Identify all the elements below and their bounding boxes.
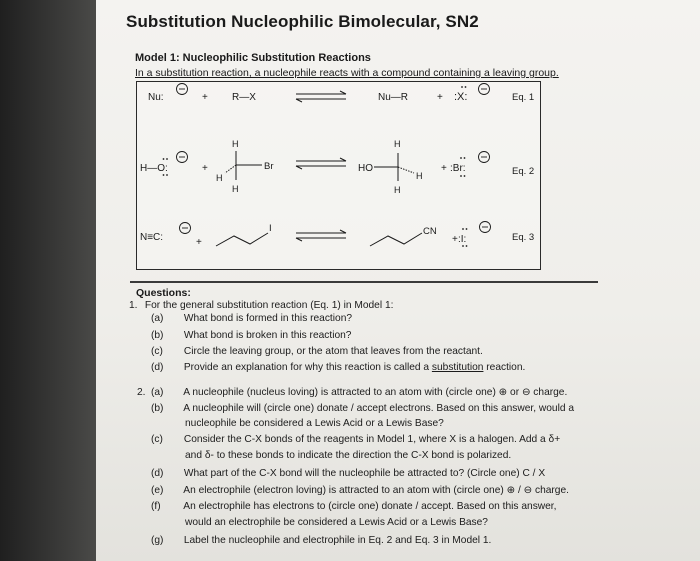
question-2c-cont [185, 450, 511, 462]
question-text: What bond is formed in this reaction? [183, 313, 353, 324]
eq3-iodine: I [269, 223, 272, 234]
question-text: and δ- to these bonds to indicate the direction the C-X bond is polarized. [185, 450, 512, 461]
question-text: reaction. [483, 362, 526, 373]
butanenitrile-structure [370, 233, 422, 246]
eq2-hydroxyl: HO [358, 163, 373, 174]
model-description: In a substitution reaction, a nucleophile reacts with a compound containing a leaving group. [135, 67, 559, 79]
minus-charge-icon [180, 223, 191, 234]
question-text: An electrophile (electron loving) is attracted to an atom with (circle one) ⊕ / ⊖ charge. [183, 485, 569, 496]
question-number: 1. [129, 300, 138, 311]
question-2f [151, 501, 556, 513]
question-text: Circle the leaving group, or the atom that leaves from the reactant. [183, 346, 483, 357]
minus-charge-icon [479, 152, 490, 163]
question-label: (d) [151, 468, 164, 479]
background-shadow [0, 0, 96, 561]
section-divider [130, 281, 598, 283]
question-text: For the general substitution reaction (Eq. 1) in Model 1: [144, 300, 394, 311]
equilibrium-arrows-icon [296, 91, 346, 102]
eq2-product-h-top: H [394, 139, 401, 149]
question-label: (b) [151, 330, 164, 341]
question-label: (e) [151, 485, 164, 496]
eq2-product-h-bottom: H [394, 185, 401, 195]
eq2-plus-1: + [202, 163, 208, 174]
eq3-row [140, 222, 534, 249]
question-label: (b) [151, 403, 164, 414]
question-text: What bond is broken in this reaction? [183, 330, 352, 341]
question-2b-cont [185, 418, 444, 430]
question-2d [151, 468, 545, 480]
eq3-plus-1: + [196, 237, 202, 248]
question-label: (g) [151, 535, 164, 546]
eq3-label: Eq. 3 [512, 232, 535, 243]
eq1-row [148, 84, 534, 104]
eq2-plus-2: + [441, 163, 447, 174]
minus-charge-icon [480, 222, 491, 233]
eq1-substrate: R—X [232, 92, 256, 103]
question-text: Consider the C-X bonds of the reagents in Model 1, where X is a halogen. Add a δ+ [183, 434, 561, 445]
question-label: (d) [151, 362, 164, 373]
question-text: nucleophile be considered a Lewis Acid or a Lewis Base? [185, 418, 444, 429]
propyl-iodide-structure [216, 233, 268, 246]
eq2-bromine: Br [264, 161, 274, 172]
model-heading: Model 1: Nucleophilic Substitution Reactions [135, 52, 371, 64]
question-text: An electrophile has electrons to (circle one) donate / accept. Based on this answer, [183, 501, 557, 512]
question-text: A nucleophile (nucleus loving) is attracted to an atom with (circle one) ⊕ or ⊖ charge. [183, 387, 568, 398]
question-2c [151, 434, 560, 446]
question-text: What part of the C-X bond will the nucleophile be attracted to? (Circle one) C / X [183, 468, 546, 479]
eq1-nucleophile: Nu: [148, 92, 164, 103]
question-label: (a) [151, 387, 164, 398]
minus-charge-icon [177, 84, 188, 95]
eq1-leaving-group: :X: [454, 91, 468, 103]
eq2-row [140, 139, 534, 195]
questions-heading: Questions: [136, 287, 191, 299]
question-1 [129, 300, 393, 312]
question-2e [151, 485, 569, 497]
eq1-product: Nu—R [378, 92, 409, 103]
question-label: (c) [151, 434, 163, 445]
question-2g [151, 535, 491, 547]
question-label: (c) [151, 346, 163, 357]
lone-pair-dots-icon [461, 86, 466, 88]
minus-charge-icon [177, 152, 188, 163]
equilibrium-arrows-icon [296, 230, 346, 241]
question-text: Provide an explanation for why this reaction is called a [183, 362, 432, 373]
methanol-structure [374, 153, 414, 181]
question-1c [151, 346, 483, 358]
eq2-label: Eq. 2 [512, 166, 535, 177]
eq1-plus-2: + [437, 92, 443, 103]
question-number: 2. [137, 387, 146, 398]
question-1d [151, 362, 525, 374]
question-1a [151, 313, 352, 325]
question-label: (f) [151, 501, 161, 512]
question-2f-cont [185, 517, 488, 529]
eq3-plus-2: + [452, 234, 458, 245]
minus-charge-icon [479, 84, 490, 95]
eq3-cyanide: N≡C: [140, 232, 164, 243]
question-text: Label the nucleophile and electrophile in Eq. 2 and Eq. 3 in Model 1. [183, 535, 492, 546]
eq2-product-h-right: H [416, 171, 423, 181]
eq1-label: Eq. 1 [512, 92, 535, 103]
eq2-h-top: H [232, 139, 239, 149]
question-2a [137, 387, 567, 399]
methyl-bromide-structure [225, 151, 262, 180]
page-title: Substitution Nucleophilic Bimolecular, SN2 [126, 12, 479, 31]
reaction-scheme [136, 81, 540, 269]
equilibrium-arrows-icon [296, 158, 346, 169]
question-text: A nucleophile will (circle one) donate / accept electrons. Based on this answer, would a [183, 403, 575, 414]
underlined-term: substitution [431, 362, 484, 373]
question-text: would an electrophile be considered a Lewis Acid or a Lewis Base? [185, 517, 488, 528]
eq1-plus-1: + [202, 92, 208, 103]
question-2b [151, 403, 574, 415]
eq3-nitrile: CN [423, 226, 437, 237]
eq2-hydroxide: H—O: [140, 163, 168, 174]
eq3-iodide: :I: [458, 234, 467, 245]
question-1b [151, 330, 351, 342]
eq2-h-bottom: H [232, 184, 239, 194]
question-label: (a) [151, 313, 164, 324]
eq2-h-left: H [216, 173, 223, 183]
eq2-bromide: :Br: [450, 163, 466, 174]
